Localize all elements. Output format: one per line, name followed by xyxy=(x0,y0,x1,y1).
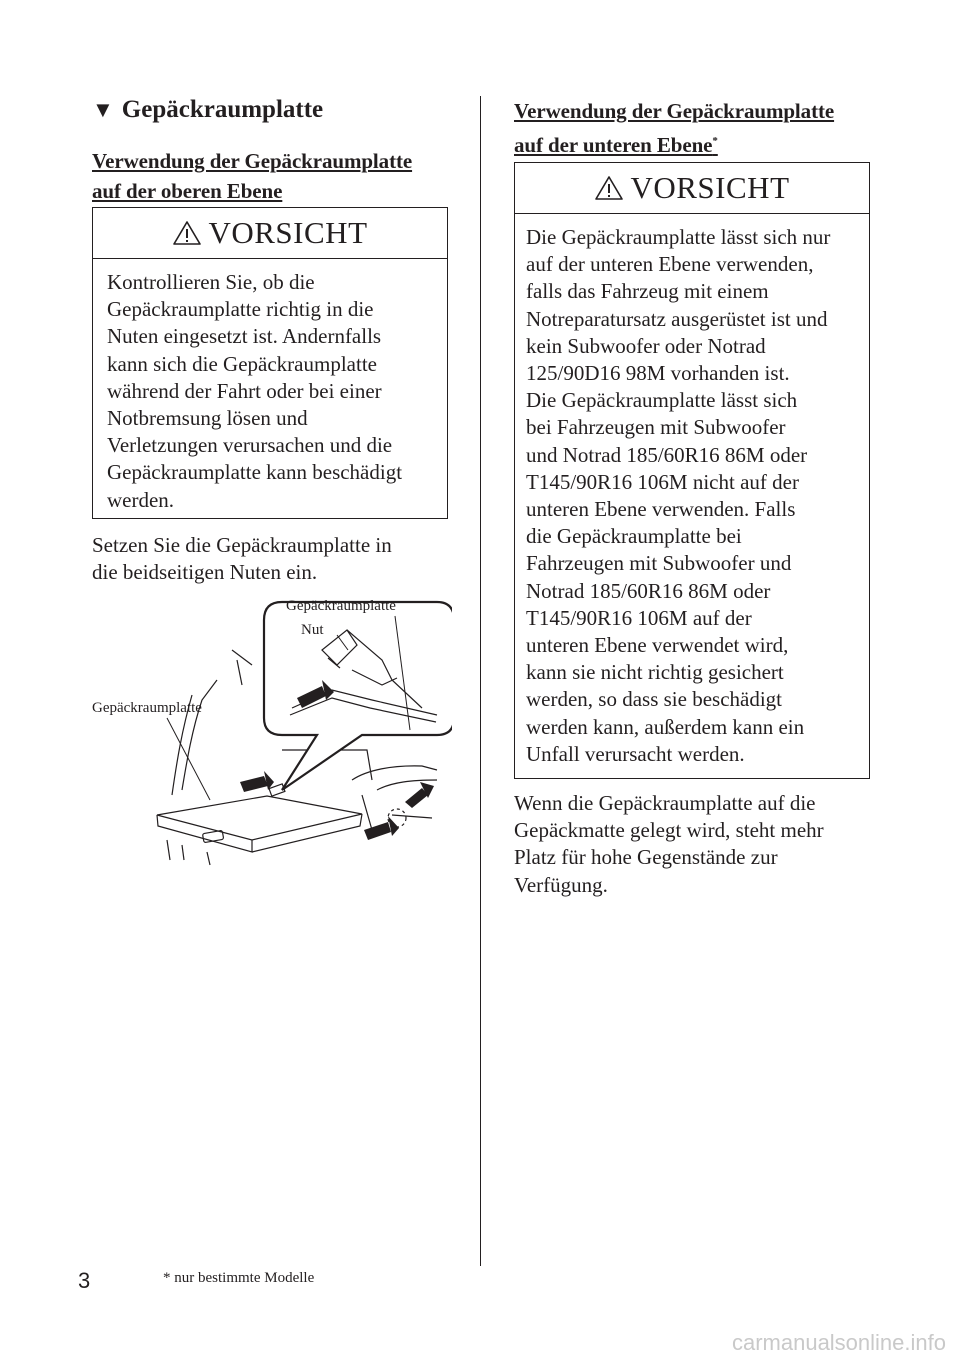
caution-box-left xyxy=(92,207,448,519)
warning-triangle-icon xyxy=(594,175,624,201)
caution-title: VORSICHT xyxy=(630,170,790,205)
caution-header xyxy=(515,163,869,214)
cargo-board-drawing xyxy=(92,590,452,870)
triangle-down-icon: ▼ xyxy=(92,97,114,122)
info-paragraph: Wenn die Gepäckraumplatte auf die Gepäckmatte gelegt wird, steht mehr Platz für hohe Gegenstände zur Verfügung. xyxy=(514,791,824,897)
subheading-upper-level: Verwendung der Gepäckraumplatte auf der oberen Ebene xyxy=(92,149,413,203)
label-plate-left: Gepäckraumplatte xyxy=(92,700,202,716)
caution-title: VORSICHT xyxy=(208,215,368,250)
caution-text: Kontrollieren Sie, ob die Gepäckraumplatte richtig in die Nuten eingesetzt ist. Andernfalls kann sich die Gepäckraumplatte während der Fahrt oder bei einer Notbremsung lösen und Verletzungen verursachen und die Gepäckraumplatte kann beschädigt werden. xyxy=(107,270,403,512)
page-number: 3 xyxy=(78,1268,91,1293)
warning-triangle-icon xyxy=(172,220,202,246)
column-divider xyxy=(480,96,481,1266)
footnote-marker: * xyxy=(712,135,718,147)
caution-text: Die Gepäckraumplatte lässt sich nur auf der unteren Ebene verwenden, falls das Fahrzeug mit einem Notreparatursatz ausgerüstet ist und kein Subwoofer oder Notrad 125/90D16 98M vorhanden ist. Die Gepäckraumplatte lässt sich bei Fahrzeugen mit Subwoofer und Notrad 185/60R16 86M oder T145/90R16 106M nicht auf der unteren Ebene verwenden. Falls die Gepäckraumplatte bei Fahrzeugen mit Subwoofer und Notrad 185/60R16 86M oder T145/90R16 106M auf der unteren Ebene verwendet wird, kann sie nicht richtig gesichert werden, so dass sie beschädigt werden kann, außerdem kann ein Unfall verursacht werden. xyxy=(526,225,831,766)
instruction-text: Setzen Sie die Gepäckraumplatte in die beidseitigen Nuten ein. xyxy=(92,533,392,585)
section-title-text: Gepäckraumplatte xyxy=(121,96,324,123)
footnote: * nur bestimmte Modelle xyxy=(163,1270,315,1286)
section-title xyxy=(92,96,323,124)
caution-box-right xyxy=(514,162,870,779)
watermark: carmanualsonline.info xyxy=(731,1330,946,1355)
cargo-board-illustration xyxy=(92,590,452,870)
label-groove: Nut xyxy=(301,622,324,638)
label-plate-callout: Gepäckraumplatte xyxy=(286,598,396,614)
subheading-lower-level: Verwendung der Gepäckraumplatte auf der unteren Ebene* xyxy=(514,99,835,157)
caution-header xyxy=(93,208,447,259)
